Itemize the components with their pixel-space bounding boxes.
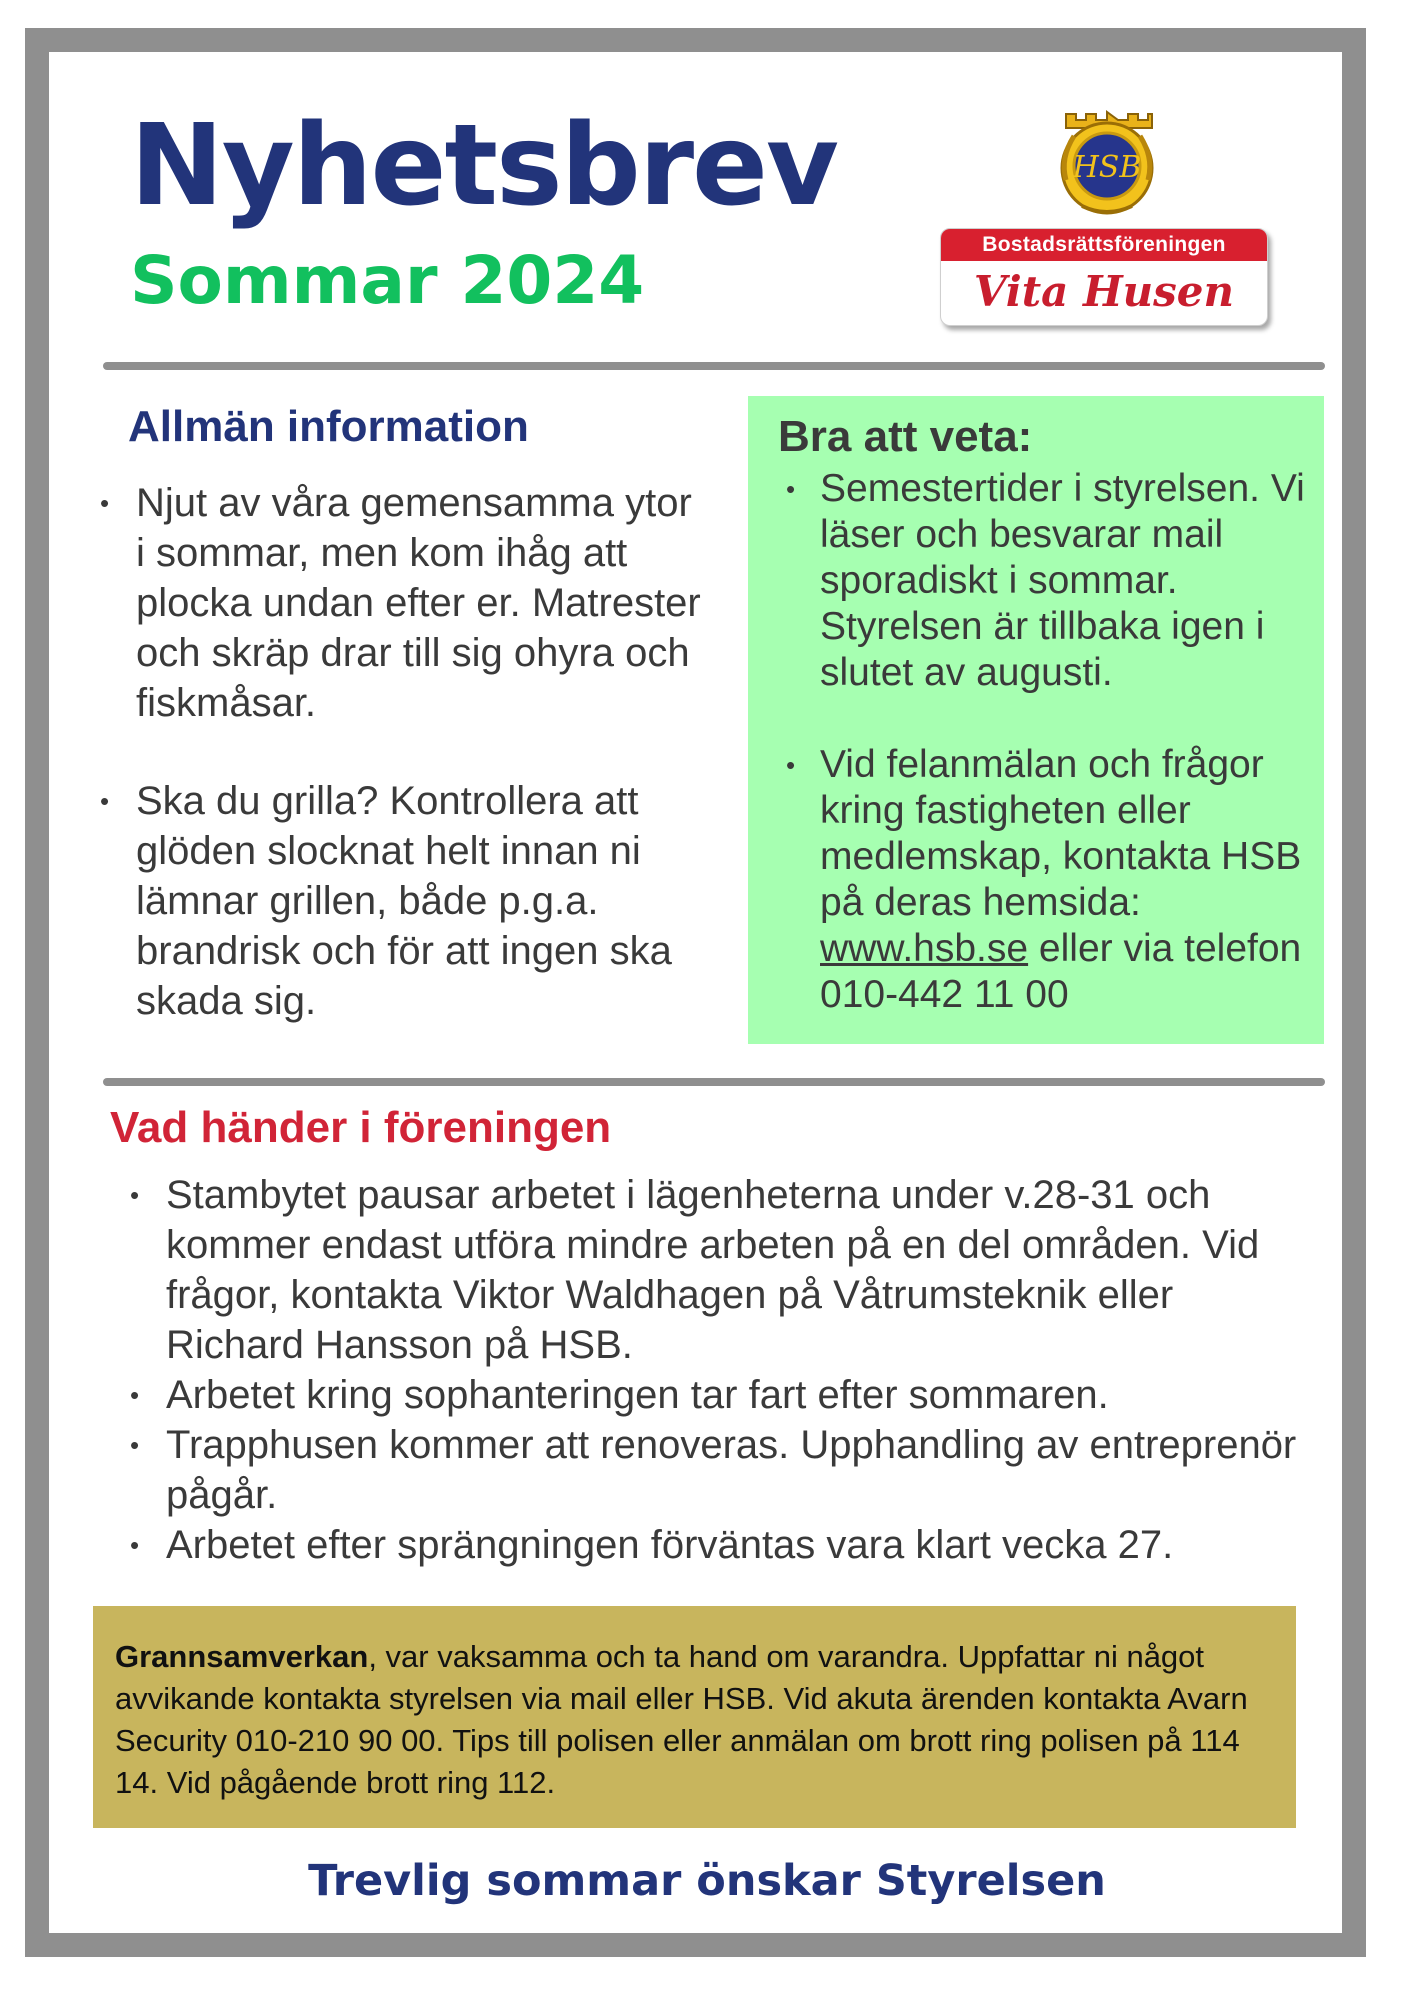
list-item: • Arbetet efter sprängningen förväntas vara klart vecka 27.: [166, 1520, 1316, 1570]
good-to-know-heading: Bra att veta:: [778, 412, 1033, 461]
good-to-know-list: [820, 466, 1320, 1018]
neighbourhood-watch-title: Grannsamverkan: [115, 1639, 369, 1674]
footer-greeting: Trevlig sommar önskar Styrelsen: [308, 1856, 1106, 1906]
list-item: • Njut av våra gemensamma ytor i sommar, men kom ihåg att plocka undan efter er. Matrester och skräp drar till sig ohyra och fiskmåsar.: [136, 478, 706, 728]
newsletter-subtitle: Sommar 2024: [130, 242, 645, 319]
hsb-website-link[interactable]: www.hsb.se: [820, 927, 1029, 970]
list-item: • Arbetet kring sophanteringen tar fart efter sommaren.: [166, 1370, 1316, 1420]
hsb-emblem-logo: [1052, 110, 1162, 220]
list-item: • Semestertider i styrelsen. Vi läser och besvarar mail sporadiskt i sommar. Styrelsen är tillbaka igen i slutet av augusti.: [820, 466, 1320, 696]
badge-top-label: Bostadsrättsföreningen: [941, 229, 1267, 261]
general-info-list: [136, 478, 706, 1026]
newsletter-title: Nyhetsbrev: [130, 101, 838, 231]
divider-middle: [103, 1078, 1325, 1086]
list-item: [820, 742, 1320, 1018]
emblem-text: HSB: [1072, 150, 1142, 185]
neighbourhood-watch-text: , var vaksamma och ta hand om varandra. Uppfattar ni något avvikande kontakta styrelsen via mail eller HSB. Vid akuta ärenden kontakta Avarn Security 010-210 90 00. Tips till polisen eller anmälan om brott ring polisen på 114 14. Vid pågående brott ring 112.: [115, 1639, 1248, 1800]
neighbourhood-watch-box: [93, 1606, 1296, 1828]
list-item: • Trapphusen kommer att renoveras. Upphandling av entreprenör pågår.: [166, 1420, 1316, 1520]
list-item: • Stambytet pausar arbetet i lägenheterna under v.28-31 och kommer endast utföra mindre arbeten på en del områden. Vid frågor, kontakta Viktor Waldhagen på Våtrumsteknik eller Richard Hansson på HSB.: [166, 1170, 1316, 1370]
association-badge-logo: [940, 228, 1268, 326]
association-news-list: [166, 1170, 1316, 1570]
list-item: • Ska du grilla? Kontrollera att glöden slocknat helt innan ni lämnar grillen, både p.g.a. brandrisk och för att ingen ska skada sig.: [136, 776, 706, 1026]
phone-text: eller via telefon 010-442 11 00: [820, 927, 1302, 1016]
divider-top: [103, 362, 1325, 370]
contact-text: Vid felanmälan och frågor kring fastigheten eller medlemskap, kontakta HSB på deras hemsida:: [820, 743, 1302, 924]
badge-name: Vita Husen: [973, 267, 1235, 316]
general-info-heading: Allmän information: [128, 402, 529, 451]
association-news-heading: Vad händer i föreningen: [110, 1103, 612, 1152]
